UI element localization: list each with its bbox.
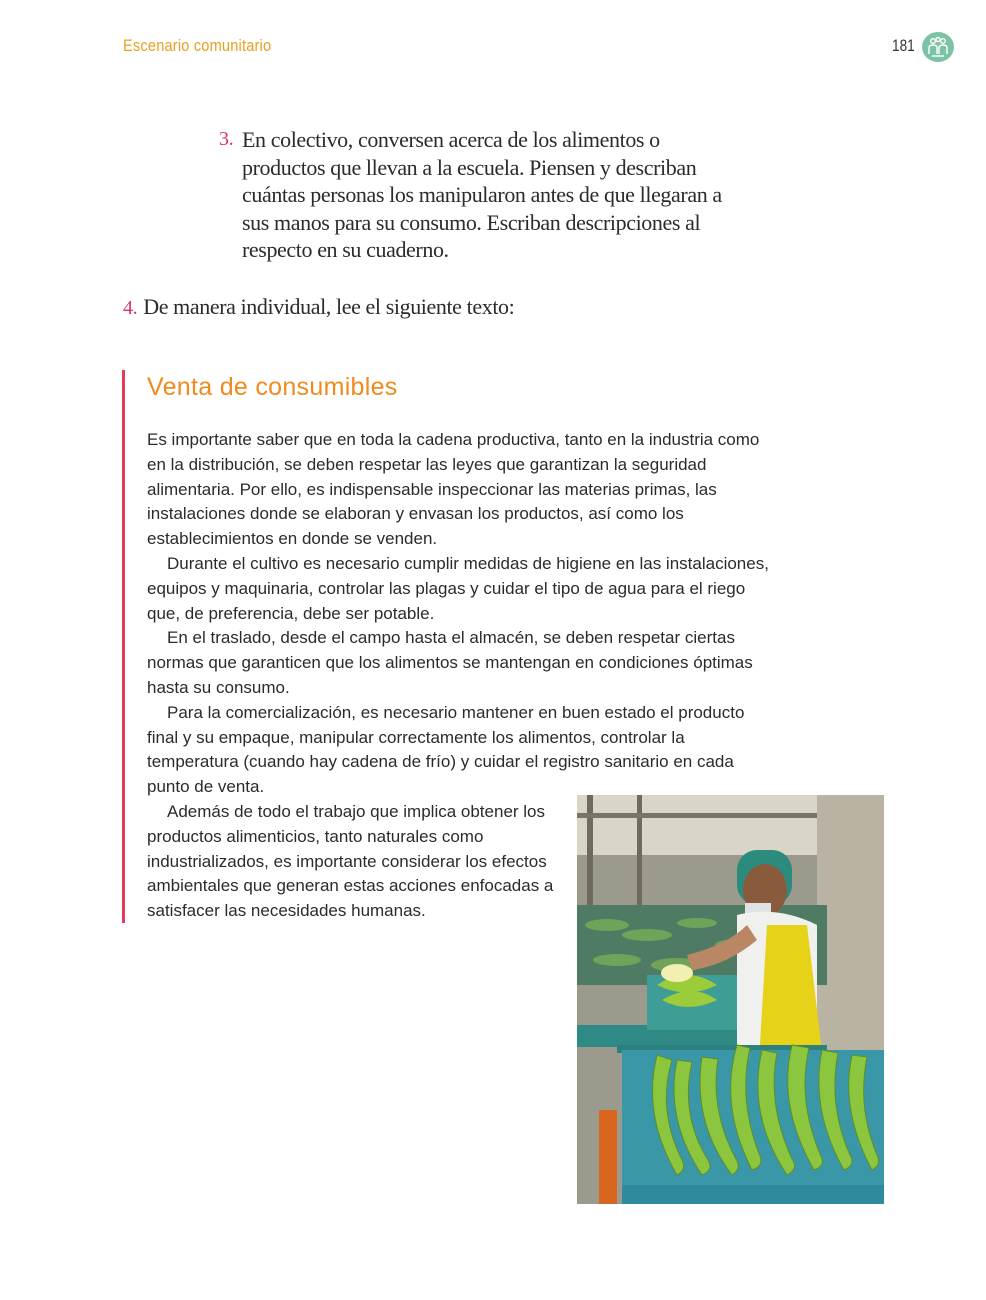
activity-text-4: De manera individual, lee el siguiente texto: (143, 294, 515, 319)
activity-number-3: 3. (219, 128, 234, 150)
reading-paragraph-3: En el traslado, desde el campo hasta el almacén, se deben respetar ciertas normas que garanticen que los alimentos se mantengan en condiciones óptimas hasta su consumo. (147, 628, 753, 697)
header-section-label: Escenario comunitario (123, 36, 272, 55)
reading-paragraph-4: Para la comercialización, es necesario mantener en buen estado el producto final y su empaque, manipular correctamente los alimentos, controlar la temperatura (cuando hay cadena de frío) y cuidar el registro sanitario en cada punto de venta. (147, 702, 745, 797)
activity-item-4 (123, 293, 763, 322)
reading-title: Venta de consumibles (147, 373, 398, 401)
community-badge-icon (922, 32, 954, 62)
activity-text-3: En colectivo, conversen acerca de los alimentos o productos que llevan a la escuela. Piensen y describan cuántas personas los manipularon antes de que llegaran a sus manos para su consumo. Escriban descripciones al respecto en su cuaderno. (242, 127, 722, 262)
reading-paragraph-5: Además de todo el trabajo que implica obtener los productos alimenticios, tanto naturales como industrializados, es importante considerar los efectos ambientales que generan estas acciones enfocadas a satisfacer las necesidades humanas. (147, 801, 554, 921)
reading-paragraph-1: Es importante saber que en toda la cadena productiva, tanto en la industria como en la distribución, se deben respetar las leyes que garantizan la seguridad alimentaria. Por ello, es indispensable inspeccionar las materias primas, las instalaciones donde se elaboran y envasan los productos, así como los establecimientos en donde se venden. (147, 430, 760, 549)
banana-packing-photo (577, 795, 884, 1204)
activity-number-4: 4. (123, 297, 138, 319)
reading-side-rule (122, 370, 125, 923)
activity-item-3 (219, 126, 739, 264)
reading-paragraph-2: Durante el cultivo es necesario cumplir medidas de higiene en las instalaciones, equipos y maquinaria, controlar las plagas y cuidar el tipo de agua para el riego que, de preferencia, debe ser potable. (147, 553, 769, 623)
page-number: 181 (892, 36, 915, 55)
